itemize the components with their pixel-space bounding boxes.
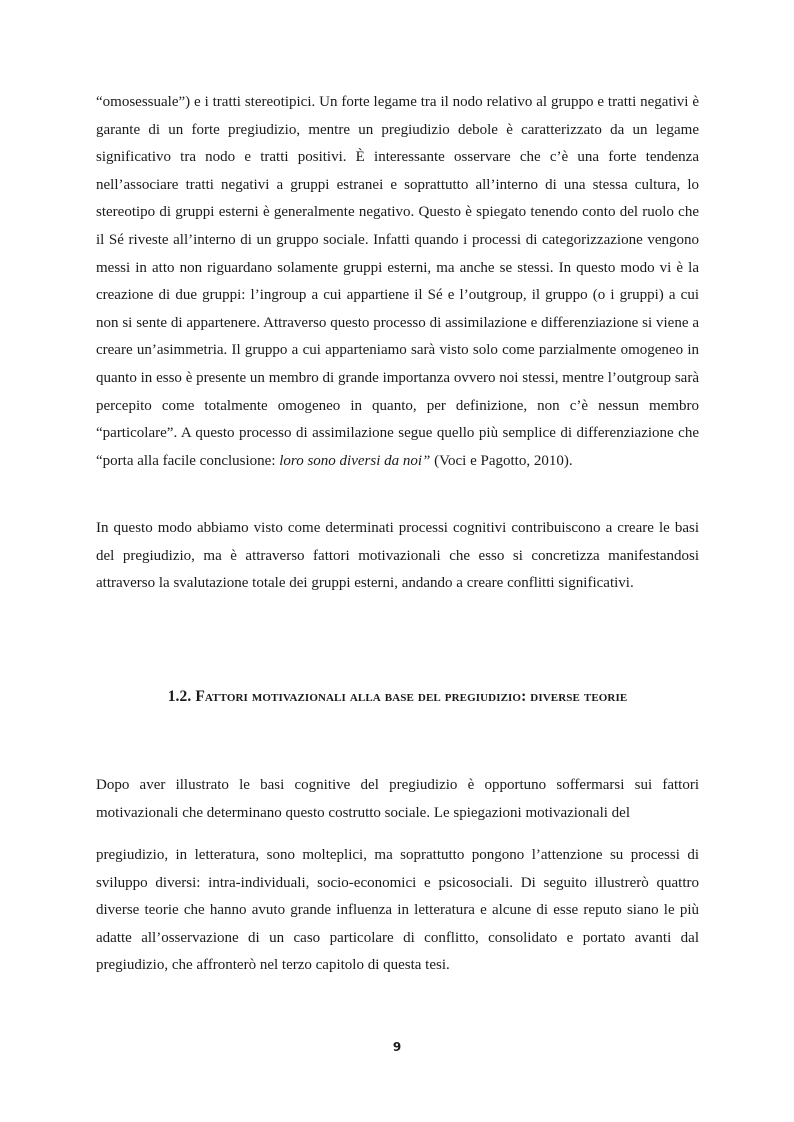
section-heading: [96, 688, 699, 706]
body-paragraph-1: [96, 89, 699, 475]
paragraph-1-text: “omosessuale”) e i tratti stereotipici. Un forte legame tra il nodo relativo al gruppo e tratti negativi è garante di un forte pregiudizio, mentre un pregiudizio debole è caratterizzato da un legame significativo tra nodo e tratti positivi. È interessante osservare che c’è una forte tendenza nell’associare tratti negativi a gruppi estranei e soprattutto all’interno di una stessa cultura, lo stereotipo di gruppi esterni è generalmente negativo. Questo è spiegato tenendo conto del ruolo che il Sé riveste all’interno di un gruppo sociale. Infatti quando i processi di categorizzazione vengono messi in atto non riguardano solamente gruppi esterni, ma anche se stessi. In questo modo vi è la creazione di due gruppi: l’ingroup a cui appartiene il Sé e l’outgroup, il gruppo (o i gruppi) a cui non si sente di appartenere. Attraverso questo processo di assimilazione e differenziazione si viene a creare un’asimmetria. Il gruppo a cui apparteniamo sarà visto solo come parzialmente omogeneo in quanto in esso è presente un membro di grande importanza ovvero noi stessi, mentre l’outgroup sarà percepito come totalmente omogeneo in quanto, per definizione, non c’è nessun membro “particolare”. A questo processo di assimilazione segue quello più semplice di differenziazione che “porta alla facile conclusione:: [96, 94, 699, 469]
italic-quote: loro sono diversi da noi”: [279, 452, 431, 469]
body-paragraph-3: Dopo aver illustrato le basi cognitive del pregiudizio è opportuno soffermarsi sui fattori motivazionali che determinano questo costrutto sociale. Le spiegazioni motivazionali del: [96, 777, 699, 821]
page-number: 9: [392, 1040, 402, 1054]
citation: (Voci e Pagotto, 2010).: [430, 452, 573, 469]
body-paragraph-2: In questo modo abbiamo visto come determinati processi cognitivi contribuiscono a creare le basi del pregiudizio, ma è attraverso fattori motivazionali che esso si concretizza manifestandosi attraverso la svalutazione totale dei gruppi esterni, andando a creare conflitti significativi.: [96, 520, 699, 592]
body-paragraph-4: pregiudizio, in letteratura, sono molteplici, ma soprattutto pongono l’attenzione su processi di sviluppo diversi: intra-individuali, socio-economici e psicosociali. Di seguito illustrerò quattro diverse teorie che hanno avuto grande influenza in letteratura e alcune di esse reputo siano le più adatte all’osservazione di un caso particolare di conflitto, consolidato e portato avanti dal pregiudizio, che affronterò nel terzo capitolo di questa tesi.: [96, 847, 699, 974]
section-number: 1.2.: [167, 688, 192, 705]
section-title: Fattori motivazionali alla base del pregiudizio: diverse teorie: [195, 688, 628, 705]
